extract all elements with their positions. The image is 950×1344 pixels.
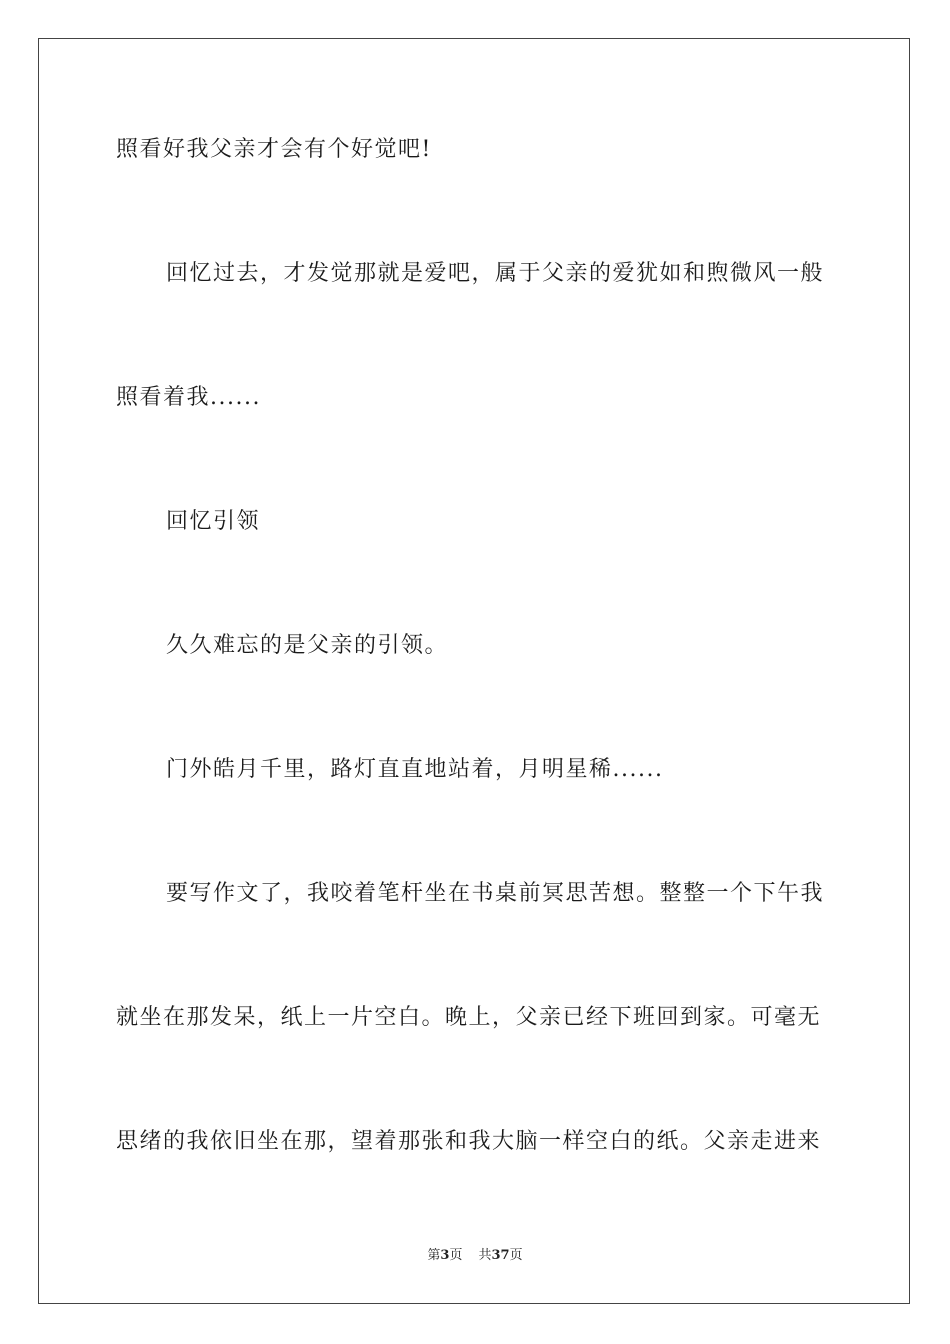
footer-page-prefix: 第 — [427, 1248, 441, 1263]
paragraph-line-5: 久久难忘的是父亲的引领。 — [166, 633, 449, 658]
paragraph-line-3: 照看着我...... — [116, 385, 261, 410]
footer-total-suffix: 页 — [509, 1248, 523, 1263]
paragraph-line-2: 回忆过去，才发觉那就是爱吧，属于父亲的爱犹如和煦微风一般 — [166, 261, 825, 286]
section-heading: 回忆引领 — [166, 509, 261, 534]
paragraph-line-1: 照看好我父亲才会有个好觉吧! — [116, 137, 432, 162]
paragraph-line-7: 要写作文了，我咬着笔杆坐在书桌前冥思苦想。整整一个下午我 — [166, 881, 825, 906]
paragraph-line-9: 思绪的我依旧坐在那，望着那张和我大脑一样空白的纸。父亲走进来 — [116, 1129, 822, 1154]
footer-total-prefix: 共 — [478, 1248, 492, 1263]
page-footer — [0, 1247, 950, 1265]
page-border — [38, 38, 910, 1304]
footer-total-pages: 37 — [491, 1248, 510, 1263]
footer-page-suffix: 页 — [449, 1248, 463, 1263]
footer-page-number: 3 — [440, 1248, 450, 1263]
paragraph-line-6: 门外皓月千里，路灯直直地站着，月明星稀...... — [166, 757, 664, 782]
paragraph-line-8: 就坐在那发呆，纸上一片空白。晚上，父亲已经下班回到家。可毫无 — [116, 1005, 822, 1030]
